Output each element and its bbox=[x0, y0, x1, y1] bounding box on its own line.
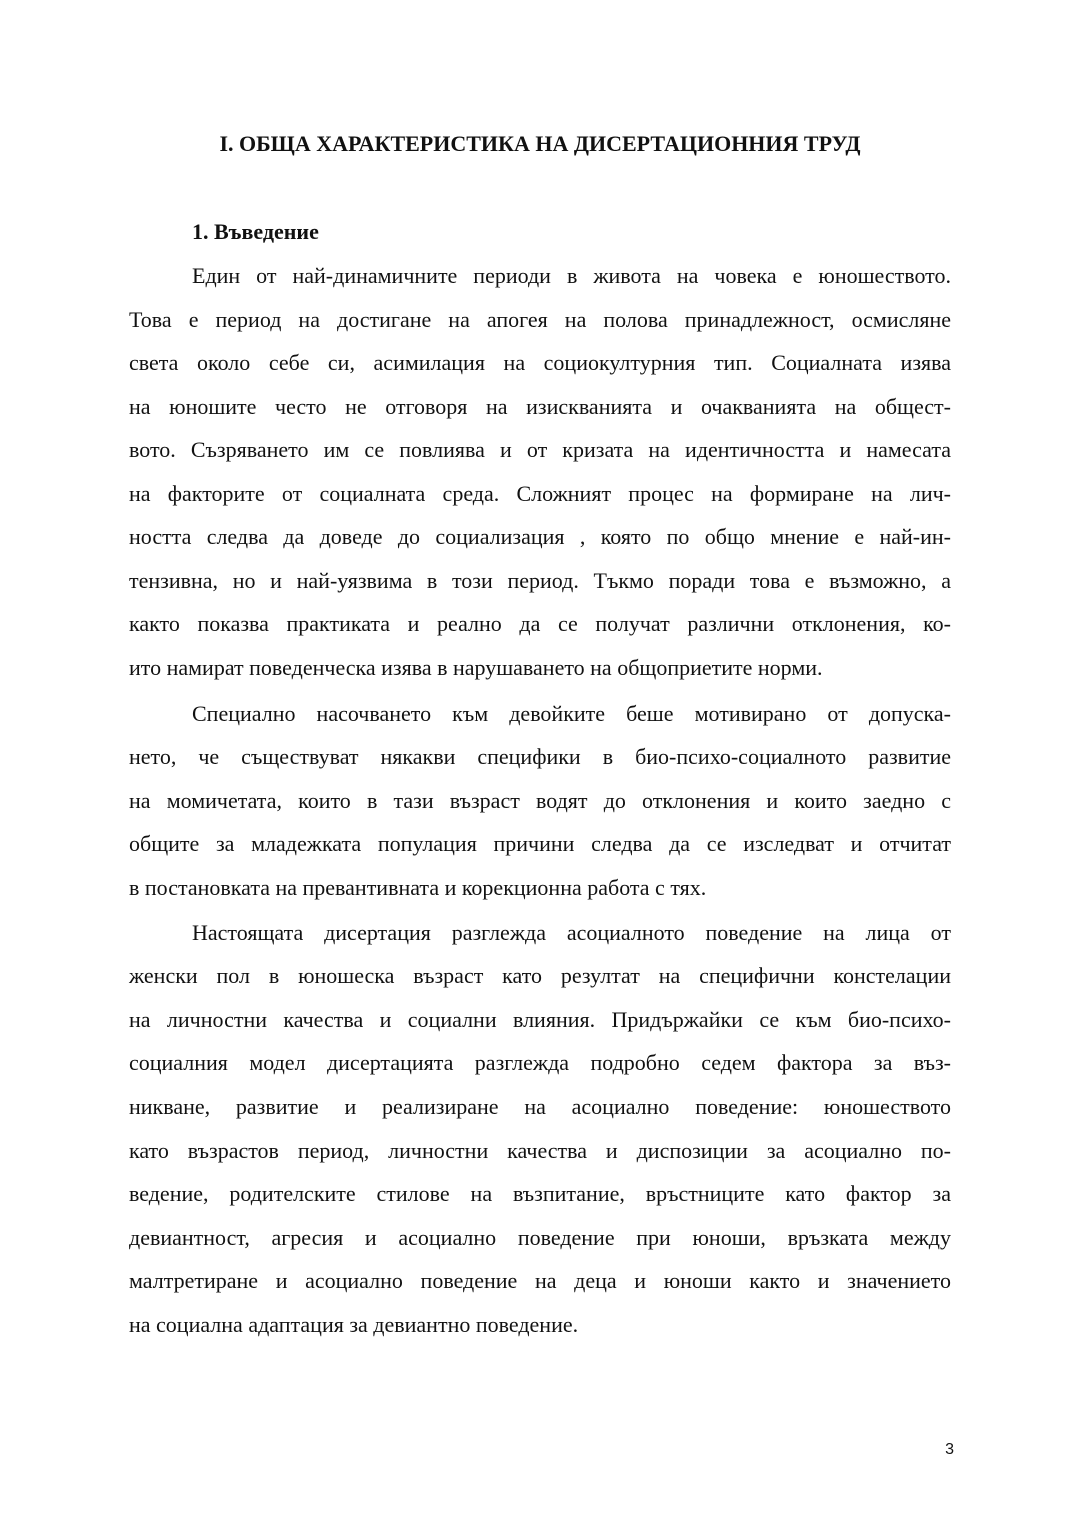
paragraph-line: като възрастов период, личностни качества и диспозиции за асоциално по- bbox=[129, 1138, 951, 1163]
paragraph-line: на факторите от социалната среда. Сложният процес на формиране на лич- bbox=[129, 481, 951, 506]
paragraph-line: социалния модел дисертацията разглежда подробно седем фактора за въз- bbox=[129, 1050, 951, 1075]
paragraph-line: света около себе си, асимилация на социокултурния тип. Социалната изява bbox=[129, 350, 951, 375]
paragraph-line: в постановката на превантивната и корекционна работа с тях. bbox=[129, 875, 707, 900]
paragraph-line: на личностни качества и социални влияния. Придържайки се към био-психо- bbox=[129, 1007, 951, 1032]
paragraph-line: нето, че съществуват някакви специфики в био-психо-социалното развитие bbox=[129, 744, 951, 769]
paragraph-line: ността следва да доведе до социализация , която по общо мнение е най-ин- bbox=[129, 524, 951, 549]
paragraph-line: Специално насочването към девойките беше мотивирано от допуска- bbox=[192, 701, 951, 726]
paragraph-line: девиантност, агресия и асоциално поведение при юноши, връзката между bbox=[129, 1225, 951, 1250]
paragraph-line: на социална адаптация за девиантно поведение. bbox=[129, 1312, 579, 1337]
paragraph-line: никване, развитие и реализиране на асоциално поведение: юношеството bbox=[129, 1094, 951, 1119]
chapter-title: I. ОБЩА ХАРАКТЕРИСТИКА НА ДИСЕРТАЦИОННИЯ ТРУД bbox=[219, 131, 861, 156]
paragraph-line: женски пол в юношеска възраст като резултат на специфични констелации bbox=[129, 963, 951, 988]
paragraph-line: ито намират поведенческа изява в нарушаването на общоприетите норми. bbox=[129, 655, 823, 680]
page-number: 3 bbox=[945, 1441, 954, 1458]
paragraph-line: вото. Съзряването им се повлиява и от кризата на идентичността и намесата bbox=[129, 437, 951, 462]
paragraph-line: Това е период на достигане на апогея на полова принадлежност, осмисляне bbox=[129, 307, 951, 332]
paragraph-line: на юношите често не отговоря на изискванията и очакванията на общест- bbox=[129, 394, 951, 419]
paragraph-line: Един от най-динамичните периоди в живота на човека е юношеството. bbox=[192, 263, 951, 288]
paragraph-line: на момичетата, които в тази възраст водят до отклонения и които заедно с bbox=[129, 788, 951, 813]
section-heading: 1. Въведение bbox=[192, 219, 319, 244]
paragraph-line: тензивна, но и най-уязвима в този период. Тъкмо поради това е възможно, а bbox=[129, 568, 951, 593]
paragraph-line: както показва практиката и реално да се получат различни отклонения, ко- bbox=[129, 611, 951, 636]
paragraph-line: общите за младежката популация причини следва да се изследват и отчитат bbox=[129, 831, 951, 856]
paragraph-line: ведение, родителските стилове на възпитание, връстниците като фактор за bbox=[129, 1181, 951, 1206]
paragraph-line: малтретиране и асоциално поведение на деца и юноши както и значението bbox=[129, 1268, 951, 1293]
paragraph-line: Настоящата дисертация разглежда асоциалното поведение на лица от bbox=[192, 920, 951, 945]
